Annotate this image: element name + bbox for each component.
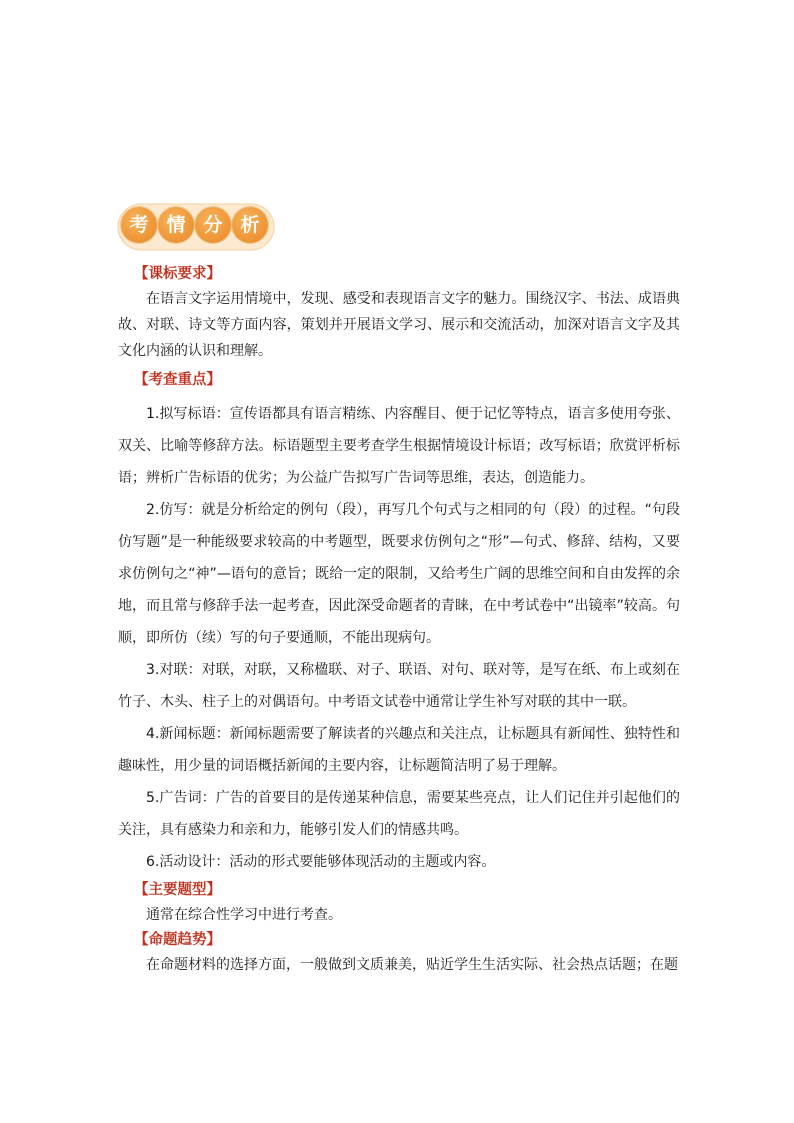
- heading-focus: 【考查重点】: [134, 372, 221, 388]
- banner-char: 析: [232, 207, 268, 243]
- focus-item-couplet: 3.对联：对联，对联，又称楹联、对子、联语、对句、联对等，是写在纸、布上或刻在竹子、木头、柱子上的对偶语句。中考语文试卷中通常让学生补写对联的其中一联。: [118, 662, 680, 710]
- curriculum-paragraph: 在语言文字运用情境中，发现、感受和表现语言文字的魅力。围绕汉字、书法、成语典故、对联、诗文等方面内容，策划并开展语文学习、展示和交流活动，加深对语言文字及其文化内涵的认识和理解。: [118, 291, 680, 359]
- focus-item-imitation: 2.仿写：就是分析给定的例句（段），再写几个句式与之相同的句（段）的过程。“句段仿写题”是一种能级要求较高的中考题型，既要求仿例句之“形”—句式、修辞、结构，又要求仿例句之“神”—语句的意旨；既给一定的限制，又给考生广阔的思维空间和自由发挥的余地，而且常与修辞手法一起考查，因此深受命题者的青睐，在中考试卷中“出镜率”较高。句顺，即所仿（续）写的句子要通顺，不能出现病句。: [118, 502, 680, 646]
- banner-title: [121, 207, 268, 243]
- banner-char: 考: [121, 207, 157, 243]
- document-body: [118, 262, 680, 978]
- types-paragraph: 通常在综合性学习中进行考查。: [146, 907, 342, 923]
- section-banner: [117, 203, 275, 251]
- trend-paragraph: 在命题材料的选择方面，一般做到文质兼美，贴近学生生活实际、社会热点话题；在题: [146, 957, 678, 973]
- banner-char: 情: [158, 207, 194, 243]
- heading-trend: 【命题趋势】: [134, 932, 221, 948]
- banner-char: 分: [195, 207, 231, 243]
- focus-item-ad-slogan: 5.广告词：广告的首要目的是传递某种信息，需要某些亮点，让人们记住并引起他们的关注，具有感染力和亲和力，能够引发人们的情感共鸣。: [118, 790, 680, 838]
- focus-item-news-title: 4.新闻标题：新闻标题需要了解读者的兴趣点和关注点，让标题具有新闻性、独特性和趣味性，用少量的词语概括新闻的主要内容，让标题简洁明了易于理解。: [118, 726, 680, 774]
- heading-curriculum: 【课标要求】: [134, 266, 221, 282]
- focus-item-activity: 6.活动设计：活动的形式要能够体现活动的主题或内容。: [146, 854, 496, 870]
- focus-item-slogan: 1.拟写标语：宣传语都具有语言精练、内容醒目、便于记忆等特点，语言多使用夸张、双关、比喻等修辞方法。标语题型主要考查学生根据情境设计标语；改写标语；欣赏评析标语；辨析广告标语的优劣；为公益广告拟写广告词等思维，表达，创造能力。: [118, 406, 680, 486]
- heading-types: 【主要题型】: [134, 882, 221, 898]
